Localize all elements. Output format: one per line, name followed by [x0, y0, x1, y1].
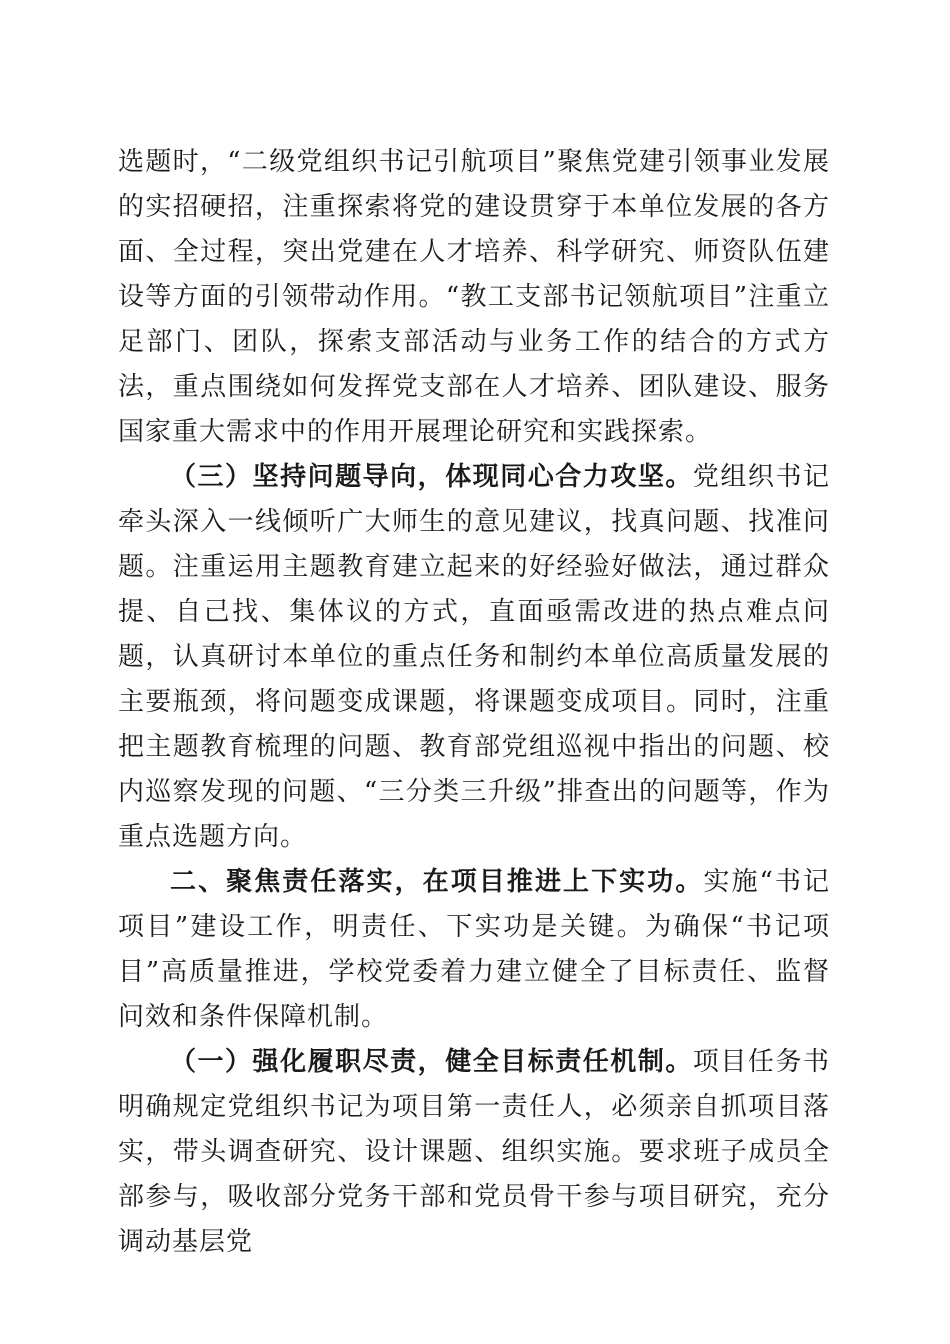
paragraph-text: 党组织书记牵头深入一线倾听广大师生的意见建议，找真问题、找准问题。注重运用主题教育建立起来的好经验好做法，通过群众提、自己找、集体议的方式，直面亟需改进的热点难点问题，认真研讨本单位的重点任务和制约本单位高质量发展的主要瓶颈，将问题变成课题，将课题变成项目。同时，注重把主题教育梳理的问题、教育部党组巡视中指出的问题、校内巡察发现的问题、“三分类三升级”排查出的问题等，作为重点选题方向。 — [118, 462, 830, 852]
section-heading-2: 二、聚焦责任落实，在项目推进上下实功。 — [170, 867, 704, 897]
paragraph-duty — [118, 1040, 830, 1265]
section-heading-1: （一）强化履职尽责，健全目标责任机制。 — [170, 1047, 693, 1077]
paragraph-responsibility — [118, 860, 830, 1040]
paragraph-text: 项目任务书明确规定党组织书记为项目第一责任人，必须亲自抓项目落实，带头调查研究、设计课题、组织实施。要求班子成员全部参与，吸收部分党务干部和党员骨干参与项目研究，充分调动基层党 — [118, 1047, 830, 1257]
document-body — [118, 140, 830, 1265]
paragraph-text: 选题时，“二级党组织书记引航项目”聚焦党建引领事业发展的实招硬招，注重探索将党的建设贯穿于本单位发展的各方面、全过程，突出党建在人才培养、科学研究、师资队伍建设等方面的引领带动作用。“教工支部书记领航项目”注重立足部门、团队，探索支部活动与业务工作的结合的方式方法，重点围绕如何发挥党支部在人才培养、团队建设、服务国家重大需求中的作用开展理论研究和实践探索。 — [118, 147, 830, 447]
paragraph-text: 实施“书记项目”建设工作，明责任、下实功是关键。为确保“书记项目”高质量推进，学校党委着力建立健全了目标责任、监督问效和条件保障机制。 — [118, 867, 830, 1032]
section-heading-3: （三）坚持问题导向，体现同心合力攻坚。 — [170, 462, 693, 492]
paragraph-problem-oriented — [118, 455, 830, 860]
paragraph-continuation — [118, 140, 830, 455]
